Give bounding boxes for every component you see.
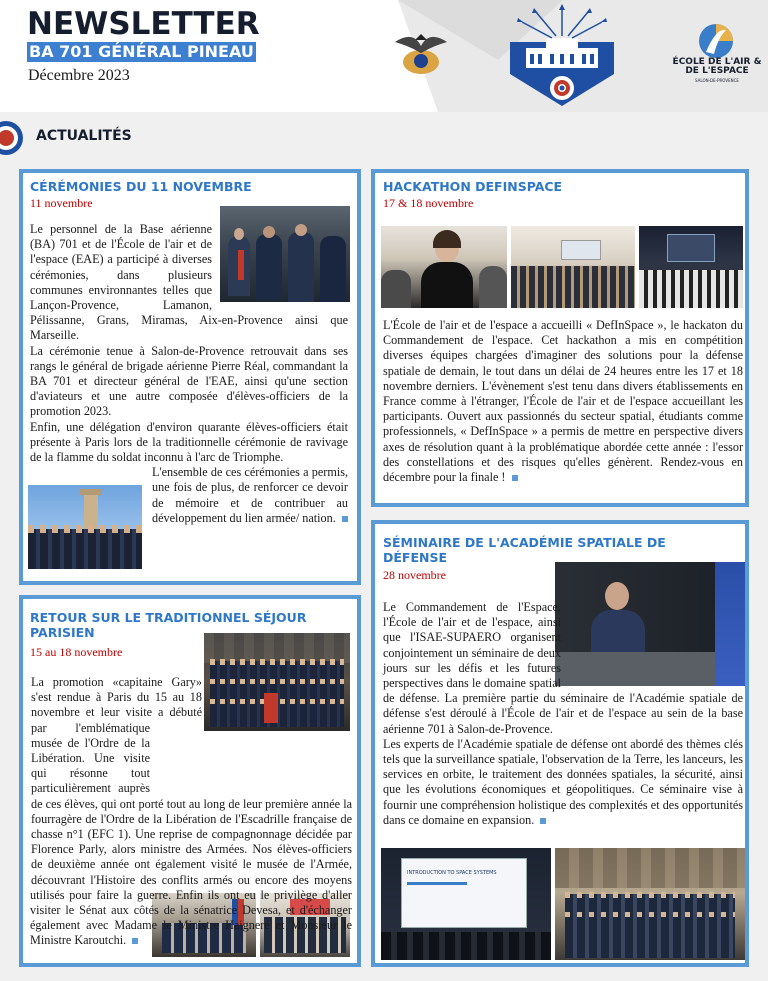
ceremony-paragraph-2: La cérémonie tenue à Salon-de-Provence retrouvait dans ses rangs le général de brigade aérienne Pierre Réal, commandant la BA 701 et directeur général de l'EAE, ainsi qu'une section d'aviateurs et une autre composée d'élèves-officiers de la promotion 2023.	[30, 343, 348, 419]
article-title: CÉRÉMONIES DU 11 NOVEMBRE	[30, 179, 252, 194]
article-title: SÉMINAIRE DE L'ACADÉMIE SPATIALE DE DÉFENSE	[383, 535, 666, 565]
article-title: HACKATHON DEFINSPACE	[383, 179, 563, 194]
sejour-body	[30, 675, 352, 948]
end-square-icon	[342, 516, 348, 522]
roundel-icon	[0, 116, 24, 160]
article-date: 11 novembre	[30, 196, 93, 210]
section-title: ACTUALITÉS	[36, 128, 132, 144]
hackathon-team-photo	[639, 226, 743, 308]
newsletter-title: NEWSLETTER	[27, 6, 260, 42]
end-square-icon	[512, 475, 518, 481]
eae-logo-text: ÉCOLE DE L'AIR & DE L'ESPACE	[672, 57, 762, 76]
ceremony-flow-text	[30, 222, 348, 552]
slide-title: INTRODUCTION TO SPACE SYSTEMS	[407, 870, 497, 876]
article-paragraph-1: L'École de l'air et de l'espace a accueilli « DefInSpace », le hackaton du Commandement de l'espace. Cet hackathon a mis en compétition diverses équipes chargées d'imaginer des solutions pour la défense spatiale de demain, le tout dans un délai de 24 heures entre les 17 et 18 novembre derniers. L'évènement s'est tenu dans divers établissements en France comme à l'étranger, l'École de l'air et de l'espace accueillant les participants. Ouvert aux passionnés du secteur spatial, étudiants comme professionnels, « DefInSpace » a permis de mettre en perspective divers axes de résolution quant à la problématique abordée cette année : l'essor des constellations et des risques qu'elles génèrent. Rendez-vous en décembre pour la finale !	[383, 318, 743, 485]
ceremony-paragraph-4: L'ensemble de ces cérémonies a permis, une fois de plus, de renforcer ce devoir de mémoire et de contribuer au développement du lien armée/ nation.	[152, 465, 348, 525]
hackathon-participant-photo	[381, 226, 507, 308]
issue-date: Décembre 2023	[28, 67, 130, 84]
article-date: 28 novembre	[383, 568, 446, 582]
article-paragraph-1: La promotion «capitaine Gary» s'est rendue à Paris du 15 au 18 novembre et leur visite a débuté par l'emblématique musée de l'Ordre de la Libération. Une visite qui résonne tout particulièrement auprès de ces élèves, qui ont porté tout au long de leur première année la fourragère de l'Ordre de la Libération de l'Escadrille française de chasse n°1 (EFC 1). Une reprise de compagnonnage décidée par Florence Parly, alors ministre des Armées. Nos élèves-officiers de deuxième année ont également visité le musée de l'Armée, découvrant l'Histoire des conflits armés ou encore des moyens utilisés pour faire la guerre. Enfin ils ont eu le privilège d'aller visiter le Sénat aux côtés de la sénatrice Devesa, et d'échanger également avec Madame le Ministre Haigneré et Monsieur le Ministre Karoutchi.	[30, 675, 352, 948]
hackathon-room-photo	[511, 226, 635, 308]
seminar-group-photo	[555, 848, 745, 960]
article-date: 17 & 18 novembre	[383, 196, 474, 210]
article-date: 15 au 18 novembre	[30, 645, 123, 659]
eae-logo-icon	[696, 22, 736, 60]
base-name: BA 701 GÉNÉRAL PINEAU	[29, 42, 254, 61]
seminar-presentation-photo	[381, 848, 551, 960]
eae-logo-subtext: SALON-DE-PROVENCE	[695, 78, 739, 83]
ceremony-paragraph-3: Enfin, une délégation d'environ quarante élèves-officiers était présente à Paris lors de la traditionnelle cérémonie de ravivage de la flamme du soldat inconnu à l'arc de Triomphe.	[30, 419, 348, 465]
article-paragraph-1: Le Commandement de l'Espace, l'École de l'air et de l'espace, ainsi que l'ISAE-SUPAERO organisent conjointement un séminaire de deux jours sur les défis et les futures perspectives dans le domaine spatial de défense. La première partie du séminaire de l'Académie spatiale de défense s'est déroulé à l'École de l'air et de l'espace au sein de la base aérienne 701 à Salon-de-Provence.	[383, 600, 743, 736]
article-hackathon	[371, 169, 749, 507]
article-title: RETOUR SUR LE TRADITIONNEL SÉJOUR PARISIEN	[30, 610, 307, 640]
article-text	[383, 600, 743, 836]
ceremony-paragraph-1: Le personnel de la Base aérienne (BA) 701 et de l'École de l'air et de l'espace (EAE) a participé à diverses cérémonies, dans plusieurs communes environnantes telles que Lançon-Provence, Lamanon, Pélissanne, Grans, Miramas, Aix-en-Provence ainsi que Marseille.	[30, 222, 348, 343]
article-paragraph-2: Les experts de l'Académie spatiale de défense ont abordé des thèmes clés tels que la surveillance spatiale, l'observation de la Terre, les lanceurs, les services en orbite, le traitement des données spatiales, la sécurité, ainsi que les évolutions économiques et géopolitiques. Ce séminaire vise à fournir une compréhension holistique des complexités et des opportunités dans ce domaine en expansion.	[383, 736, 743, 827]
article-seminaire	[371, 520, 749, 967]
ba701-badge-icon	[506, 2, 618, 108]
end-square-icon	[540, 818, 546, 824]
end-square-icon	[132, 938, 138, 944]
article-text	[383, 318, 743, 485]
eagle-emblem-icon	[393, 28, 449, 78]
